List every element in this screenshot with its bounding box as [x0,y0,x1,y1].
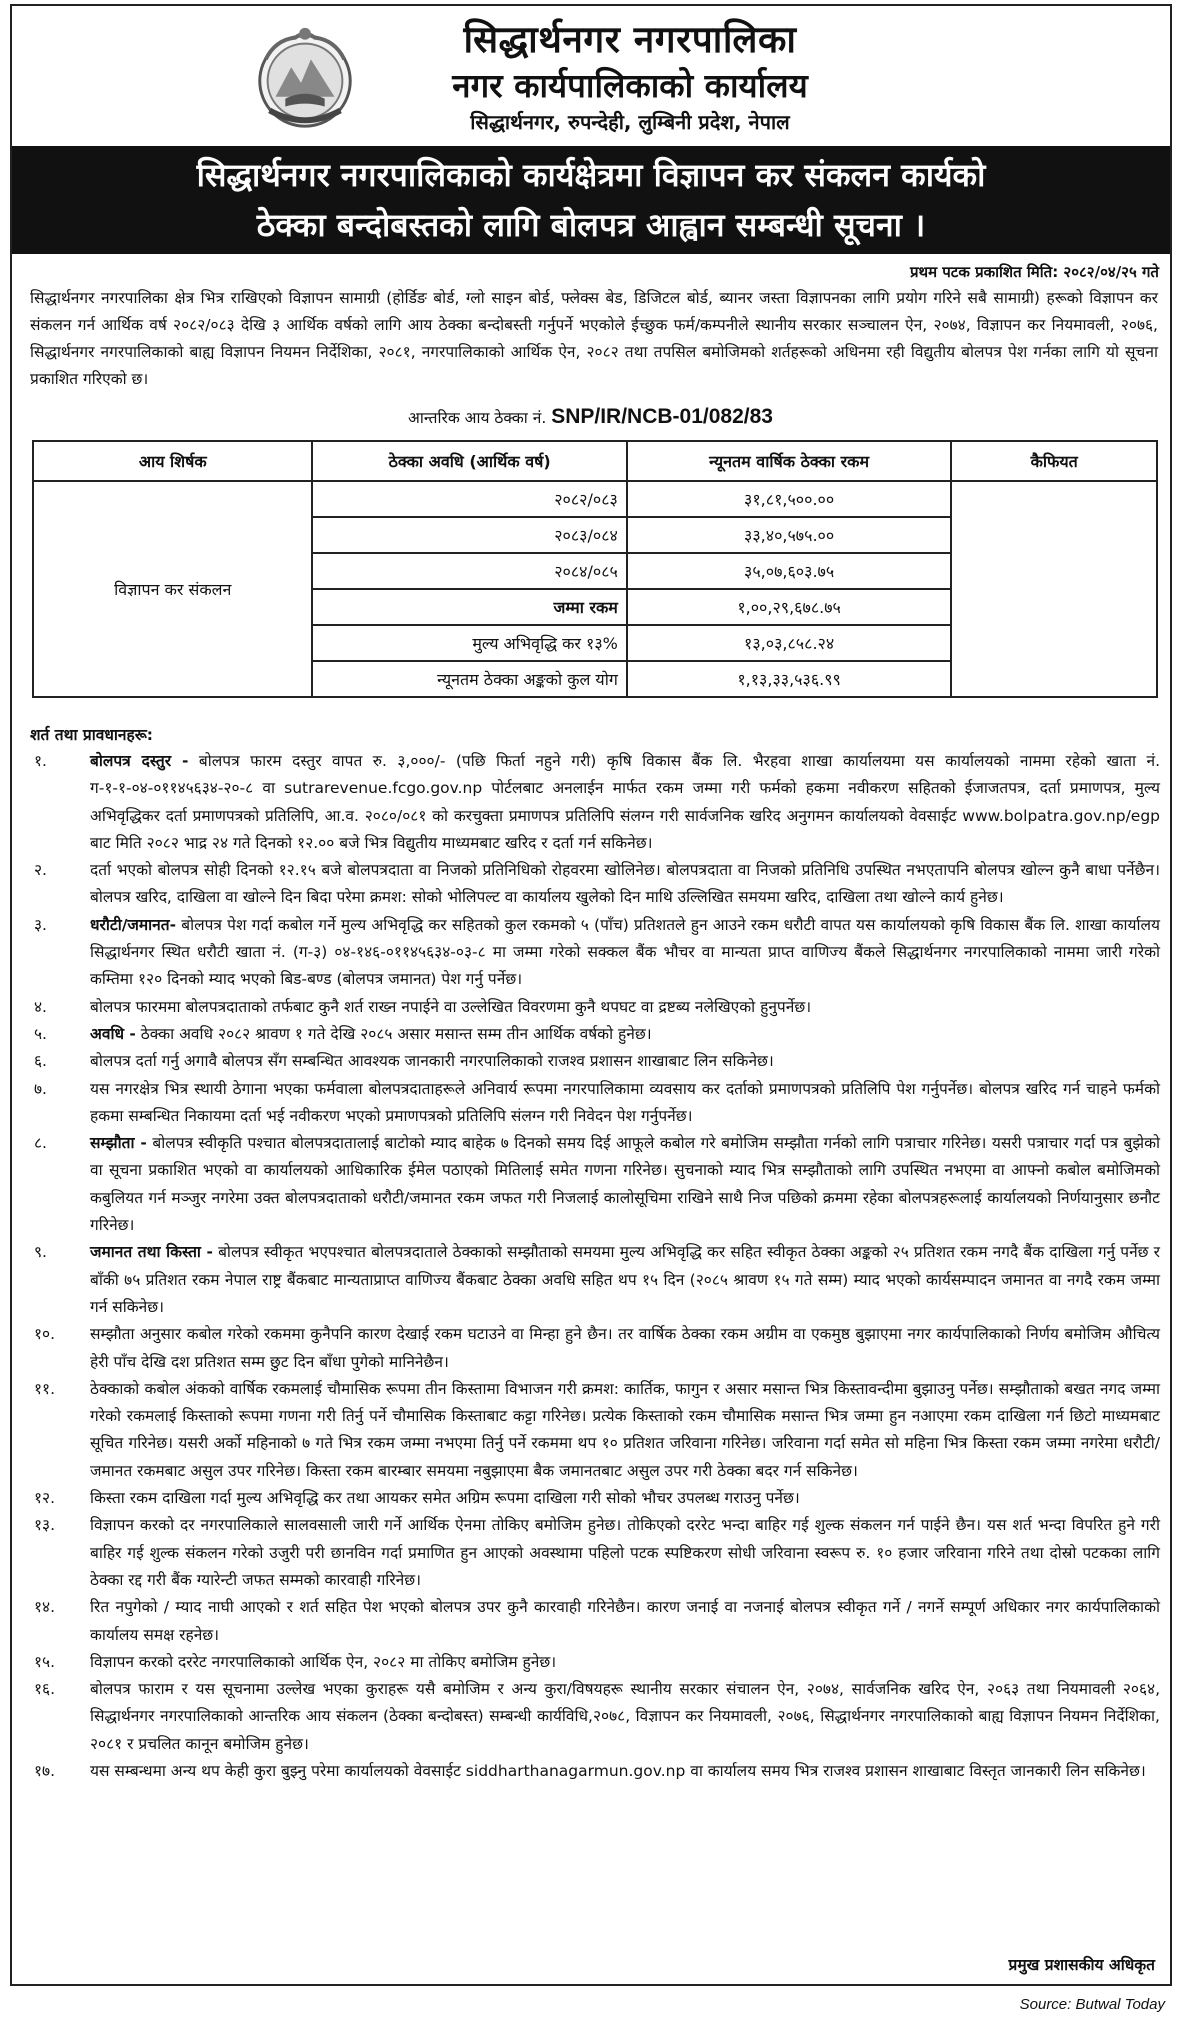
condition-text [90,1594,1160,1649]
condition-number: ३. [34,915,47,934]
amount-cell: ३१,८१,५००.०० [627,481,951,517]
condition-body: यस सम्बन्धमा अन्य थप केही कुरा बुझ्नु परेमा कार्यालयको वेवसाईट siddharthanagarmun.gov.np वा कार्यालय समय भित्र राजश्व प्रशासन शाखाबाट विस्तृत जानकारी लिन सकिनेछ। [90,1761,1146,1780]
condition-title: धरौटी/जमानत- [90,915,177,934]
condition-number: ६. [34,1052,47,1071]
signatory-title: प्रमुख प्रशासकीय अधिकृत [1008,1956,1155,1974]
condition-body: बोलपत्र फारममा बोलपत्रदाताको तर्फबाट कुनै शर्त राख्न नपाईने वा उल्लेखित विवरणमा कुनै थपघट वा द्रष्टब्य नलेखिएको हुनुपर्नेछ। [90,997,812,1016]
intro-paragraph: सिद्धार्थनगर नगरपालिका क्षेत्र भित्र राखिएको विज्ञापन सामाग्री (होर्डिङ बोर्ड, ग्लो साइन बोर्ड, फ्लेक्स बेड, डिजिटल बोर्ड, ब्यानर जस्ता विज्ञापनका लागि प्रयोग गरिने सबै सामाग्री) हरूको विज्ञापन कर संकलन गर्न आर्थिक वर्ष २०८२/०८३ देखि ३ आर्थिक वर्षको लागि आय ठेक्का बन्दोबस्ती गर्नुपर्ने भएकोले ईच्छुक फर्म/कम्पनीले स्थानीय सरकार सञ्चालन ऐन, २०७४, विज्ञापन कर नियमावली, २०७६, सिद्धार्थनगर नगरपालिकाको बाह्य विज्ञापन नियमन निर्देशिका, २०८१, नगरपालिकाको आर्थिक ऐन, २०८२ तथा तपसिल बमोजिमको शर्तहरूको अधिनमा रही विद्युतीय बोलपत्र पेश गर्नका लागि यो सूचना प्रकाशित गरिएको छ। [30,289,1158,388]
office-address: सिद्धार्थनगर, रुपन्देही, लुम्बिनी प्रदेश, नेपाल [470,110,790,134]
condition-item [30,1758,1160,1785]
condition-number: १२. [34,1489,56,1508]
notice-title-line-2: ठेक्का बन्दोबस्तको लागि बोलपत्र आह्वान सम्बन्धी सूचना । [256,206,926,244]
amount-cell: १३,०३,८५८.२४ [627,625,951,661]
condition-body: बोलपत्र पेश गर्दा कबोल गर्ने मुल्य अभिवृद्धि कर सहितको कुल रकमको ५ (पाँच) प्रतिशतले हुन आउने रकम धरौटी वापत यस कार्यालयको कृषि विकास बैंक लि. शाखा कार्यालय सिद्धार्थनगर स्थित धरौटी खाता नं. (ग-३) ०४-१४६-०११४५६३४-०३-८ मा जम्मा गरेको सक्कल बैंक भौचर वा मान्यता प्राप्त वाणिज्य बैंकले सिद्धार्थनगर नगरपालिकाको नाममा जारी गरेको कम्तिमा १२० दिनको म्याद भएको बिड-बण्ड (बोलपत्र जमानत) पेश गर्नु पर्नेछ। [90,915,1160,989]
notice-title-line-1: सिद्धार्थनगर नगरपालिकाको कार्यक्षेत्रमा विज्ञापन कर संकलन कार्यको [196,156,986,194]
amount-cell: १,१३,३३,५३६.९९ [627,661,951,697]
condition-item [30,1239,1160,1321]
reference-line [0,405,1181,429]
condition-item [30,994,1160,1021]
conditions-list [30,748,1160,1785]
amount-cell: १,००,२९,६७८.७५ [627,589,951,625]
condition-item [30,1512,1160,1594]
table-header-cell: ठेक्का अवधि (आर्थिक वर्ष) [312,441,626,481]
grand-total-label-cell: न्यूनतम ठेक्का अङ्कको कुल योग [312,661,626,697]
condition-text [90,912,1160,994]
condition-number: १४. [34,1598,56,1617]
nepal-government-emblem-icon [246,20,364,138]
condition-body: रित नपुगेको / म्याद नाघी आएको र शर्त सहित पेश भएको बोलपत्र उपर कुनै कारवाही गरिनेछैन। कारण जनाई वा नजनाई बोलपत्र स्वीकृत गर्ने / नगर्ने सम्पूर्ण अधिकार नगर कार्यपालिकाको कार्यालय समक्ष रहनेछ। [90,1598,1160,1644]
condition-body: ठेक्का अवधि २०८२ श्रावण १ गते देखि २०८५ असार मसान्त सम्म तीन आर्थिक वर्षको हुनेछ। [135,1024,652,1043]
reference-number: SNP/IR/NCB-01/082/83 [551,405,773,428]
condition-number: २. [34,861,47,880]
table-row [33,481,1157,517]
condition-item [30,1376,1160,1485]
condition-item [30,1076,1160,1131]
condition-number: ४. [34,997,47,1016]
income-head-cell: विज्ञापन कर संकलन [33,481,312,697]
condition-item [30,1649,1160,1676]
condition-body: विज्ञापन करको दर नगरपालिकाले सालवसाली जारी गर्ने आर्थिक ऐनमा तोकिए बमोजिम हुनेछ। तोकिएको दररेट भन्दा बाहिर गई शुल्क संकलन गर्न पाईने छैन। यस शर्त भन्दा विपरित हुने गरी बाहिर गई शुल्क संकलन गरेको उजुरी परी छानविन गर्दा प्रमाणित हुन आएको अवस्थामा पहिलो पटक स्पष्टिकरण सोधी जरिवाना स्वरूप रु. १० हजार जरिवाना गरिने तथा दोस्रो पटकका लागि ठेक्का रद्द गरी बैंक ग्यारेन्टी जफत सम्मको कारवाही गरिनेछ। [90,1516,1160,1589]
condition-text [90,1376,1160,1485]
table-header-cell: कैफियत [951,441,1157,481]
condition-item [30,1594,1160,1649]
condition-item [30,1321,1160,1376]
condition-text [90,857,1160,912]
condition-body: बोलपत्र फारम दस्तुर वापत रु. ३,०००/- (पछि फिर्ता नहुने गरी) कृषि विकास बैंक लि. भैरहवा शाखा कार्यालयमा यस कार्यालयको नाममा रहेको खाता नं. ग-१-१-०४-०११४५६३४-२०-८ वा sutrarevenue.fcgo.gov.np पोर्टलबाट अनलाईन मार्फत रकम जम्मा गरी फर्मको हकमा नवीकरण सहितको ईजाजतपत्र, दर्ता प्रमाणपत्र, मुल्य अभिवृद्धिकर दर्ता प्रमाणपत्रको प्रतिलिपि, आ.व. २०८०/०८१ को करचुक्ता प्रमाणपत्र प्रतिलिपि संलग्न गरी सार्वजनिक खरिद अनुगमन कार्यालयको वेवसाईट www.bolpatra.gov.np/egp बाट मिति २०८२ भाद्र २४ गते दिनको १२.०० बजे भित्र विद्युतीय माध्यमबाट खरिद र दर्ता गर्न सकिनेछ। [90,752,1161,852]
condition-item [30,1676,1160,1758]
table-header-cell: न्यूनतम वार्षिक ठेक्का रकम [627,441,951,481]
condition-text [90,1676,1160,1758]
condition-item [30,1130,1160,1239]
condition-text [90,1321,1160,1376]
condition-number: ११. [34,1379,56,1398]
condition-text [90,1130,1160,1239]
condition-text [90,1485,1160,1512]
municipality-name: सिद्धार्थनगर नगरपालिका [463,18,797,61]
amount-cell: ३३,४०,५७५.०० [627,517,951,553]
condition-number: १. [34,752,47,770]
condition-text [90,1239,1160,1321]
condition-item [30,748,1160,857]
office-name: नगर कार्यपालिकाको कार्यालय [452,66,808,105]
condition-body: ठेक्काको कबोल अंकको वार्षिक रकमलाई चौमासिक रूपमा तीन किस्तामा विभाजन गरी क्रमश: कार्तिक, फागुन र असार मसान्त भित्र किस्तावन्दीमा बुझाउनु पर्नेछ। सम्झौताको बखत नगद जम्मा गरेको रकमलाई किस्ताको रूपमा गणना गरी तिर्नु पर्ने चौमासिक किस्ताबाट कट्टा गरिनेछ। प्रत्येक किस्ताको रकम चौमासिक मसान्त भित्र जम्मा हुन नआएमा रकम दाखिला गर्न छिटो माध्यमबाट सूचित गरिनेछ। यसरी अर्को महिनाको ७ गते भित्र रकम जम्मा नभएमा तिर्नु पर्ने रकममा थप १० प्रतिशत जरिवाना गरिनेछ। जरिवाना गर्दा समेत सो महिना भित्र किस्ता रकम जम्मा नगरेमा धरौटी/जमानत रकमबाट असुल उपर गरिनेछ। किस्ता रकम बारम्बार समयमा नबुझाएमा बैक जमानतबाट असुल उपर गरी ठेक्का बदर गर्न सकिनेछ। [90,1379,1160,1480]
condition-number: १३. [34,1516,56,1535]
condition-number: १५. [34,1652,56,1671]
condition-text [90,1649,1160,1676]
condition-item [30,1485,1160,1512]
amount-cell: ३५,०७,६०३.७५ [627,553,951,589]
condition-body: दर्ता भएको बोलपत्र सोही दिनको १२.१५ बजे बोलपत्रदाता वा निजको प्रतिनिधिको रोहवरमा खोलिनेछ। बोलपत्रदाता वा निजको प्रतिनिधि उपस्थित नभएतापनि बोलपत्र खोल्न कुनै बाधा पर्नेछैन। बोलपत्र खरिद, दाखिला वा खोल्ने दिन बिदा परेमा क्रमश: सोको भोलिपल्ट वा कार्यालय खुलेको दिन माथि उल्लिखित समयमा खरिद, दाखिला तथा खोल्ने कार्य हुनेछ। [90,861,1160,907]
condition-number: ७. [34,1079,47,1098]
conditions-heading: शर्त तथा प्रावधानहरू: [30,726,153,744]
condition-number: ९. [34,1243,47,1262]
condition-item [30,1021,1160,1048]
table-header-cell: आय शिर्षक [33,441,312,481]
condition-text [90,1512,1160,1594]
remarks-cell [951,481,1157,697]
condition-item [30,857,1160,912]
condition-body: सम्झौता अनुसार कबोल गरेको रकममा कुनैपनि कारण देखाई रकम घटाउने वा मिन्हा हुने छैन। तर वार्षिक ठेक्का रकम अग्रीम वा एकमुष्ठ बुझाएमा नगर कार्यपालिकाको निर्णय बमोजिम औचित्य हेरी पाँच देखि दश प्रतिशत सम्म छुट दिन बाँधा पुगेको मानिनेछैन। [90,1325,1160,1371]
condition-item [30,912,1160,994]
condition-body: विज्ञापन करको दररेट नगरपालिकाको आर्थिक ऐन, २०८२ मा तोकिए बमोजिम हुनेछ। [90,1652,557,1671]
publication-date: प्रथम पटक प्रकाशित मिति: २०८२/०४/२५ गते [909,263,1159,281]
period-cell: २०८२/०८३ [312,481,626,517]
period-cell: २०८४/०८५ [312,553,626,589]
condition-number: १६. [34,1680,56,1699]
condition-title: बोलपत्र दस्तुर - [90,752,189,770]
condition-body: बोलपत्र स्वीकृति पश्चात बोलपत्रदातालाई बाटोको म्याद बाहेक ७ दिनको समय दिई आफूले कबोल गरे बमोजिम सम्झौता गर्नको लागि पत्राचार गरिनेछ। यसरी पत्राचार गर्दा पत्र बुझेको वा सूचना प्रकाशित भएको वा कार्यालयको आधिकारिक ईमेल पठाएको मितिलाई समेत गणना गरिनेछ। सुचनाको म्याद भित्र सम्झौताको लागि उपस्थित नभएमा वा आफ्नो कबोल बमोजिमको कबुलियत गर्न मञ्जुर नगरेमा उक्त बोलपत्रदाताको धरौटी/जमानत रकम जफत गरी निजलाई कालोसूचिमा राखिने साथै निज पछिको क्रममा रहेका बोलपत्रहरूलाई कार्यालयको निर्णयानुसार छनौट गरिनेछ। [90,1134,1160,1235]
condition-number: १०. [34,1325,56,1344]
vat-label-cell: मुल्य अभिवृद्धि कर १३% [312,625,626,661]
source-credit: Source: Butwal Today [1019,1996,1165,2013]
condition-number: १७. [34,1761,56,1780]
condition-body: यस नगरक्षेत्र भित्र स्थायी ठेगाना भएका फर्मवाला बोलपत्रदाताहरूले अनिवार्य रूपमा नगरपालिकामा व्यवसाय कर दर्ताको प्रमाणपत्रको प्रतिलिपि पेश गर्नुपर्नेछ। बोलपत्र खरिद गर्न चाहने फर्मको हकमा सम्बन्धित निकायमा दर्ता भई नवीकरण भएको प्रमाणपत्रको प्रतिलिपि संलग्न गरी निवेदन पेश गर्नुपर्नेछ। [90,1079,1160,1125]
reference-label: आन्तरिक आय ठेक्का नं. [408,409,547,427]
condition-body: किस्ता रकम दाखिला गर्दा मुल्य अभिवृद्धि कर तथा आयकर समेत अग्रिम रूपमा दाखिला गरी सोको भौचर उपलब्ध गराउनु पर्नेछ। [90,1489,800,1508]
condition-text [90,748,1160,857]
condition-number: ५. [34,1024,47,1043]
condition-body: बोलपत्र स्वीकृत भएपश्चात बोलपत्रदाताले ठेक्काको सम्झौताको समयमा मुल्य अभिवृद्धि कर सहित स्वीकृत ठेक्का अङ्कको २५ प्रतिशत रकम नगदै बैंक दाखिला गर्नु पर्नेछ र बाँकी ७५ प्रतिशत रकम नेपाल राष्ट्र बैंकबाट मान्यताप्राप्त वाणिज्य बैंकबाट ठेक्का अवधि सहित थप १५ दिन (२०८५ श्रावण १५ गते सम्म) म्याद भएको कार्यसम्पादन जमानत वा नगदै रकम जम्मा गर्न सकिनेछ। [90,1243,1160,1316]
condition-text [90,994,1160,1021]
table-header-row [33,441,1157,481]
total-label-cell: जम्मा रकम [312,589,626,625]
condition-title: सम्झौता - [90,1134,147,1153]
revenue-table [32,440,1158,698]
condition-number: ८. [34,1134,47,1153]
condition-body: बोलपत्र दर्ता गर्नु अगावै बोलपत्र सँग सम्बन्धित आवश्यक जानकारी नगरपालिकाको राजश्व प्रशासन शाखाबाट लिन सकिनेछ। [90,1052,774,1071]
condition-text [90,1758,1160,1785]
condition-text [90,1048,1160,1075]
condition-body: बोलपत्र फाराम र यस सूचनामा उल्लेख भएका कुराहरू यसै बमोजिम र अन्य कुरा/विषयहरू स्थानीय सरकार संचालन ऐन, २०७४, सार्वजनिक खरिद ऐन, २०६३ तथा नियमावली २०६४, सिद्धार्थनगर नगरपालिकाको आन्तरिक आय संकलन (ठेक्का बन्दोबस्त) सम्बन्धी कार्यविधि,२०७८, विज्ञापन कर नियमावली, २०७६, सिद्धार्थनगर नगरपालिकाको बाह्य विज्ञापन नियमन निर्देशिका, २०८१ र प्रचलित कानून बमोजिम हुनेछ। [90,1680,1160,1753]
notice-title-band [12,146,1170,254]
condition-title: जमानत तथा किस्ता - [90,1243,213,1262]
condition-text [90,1076,1160,1131]
condition-text [90,1021,1160,1048]
condition-title: अवधि - [90,1024,136,1043]
period-cell: २०८३/०८४ [312,517,626,553]
condition-item [30,1048,1160,1075]
